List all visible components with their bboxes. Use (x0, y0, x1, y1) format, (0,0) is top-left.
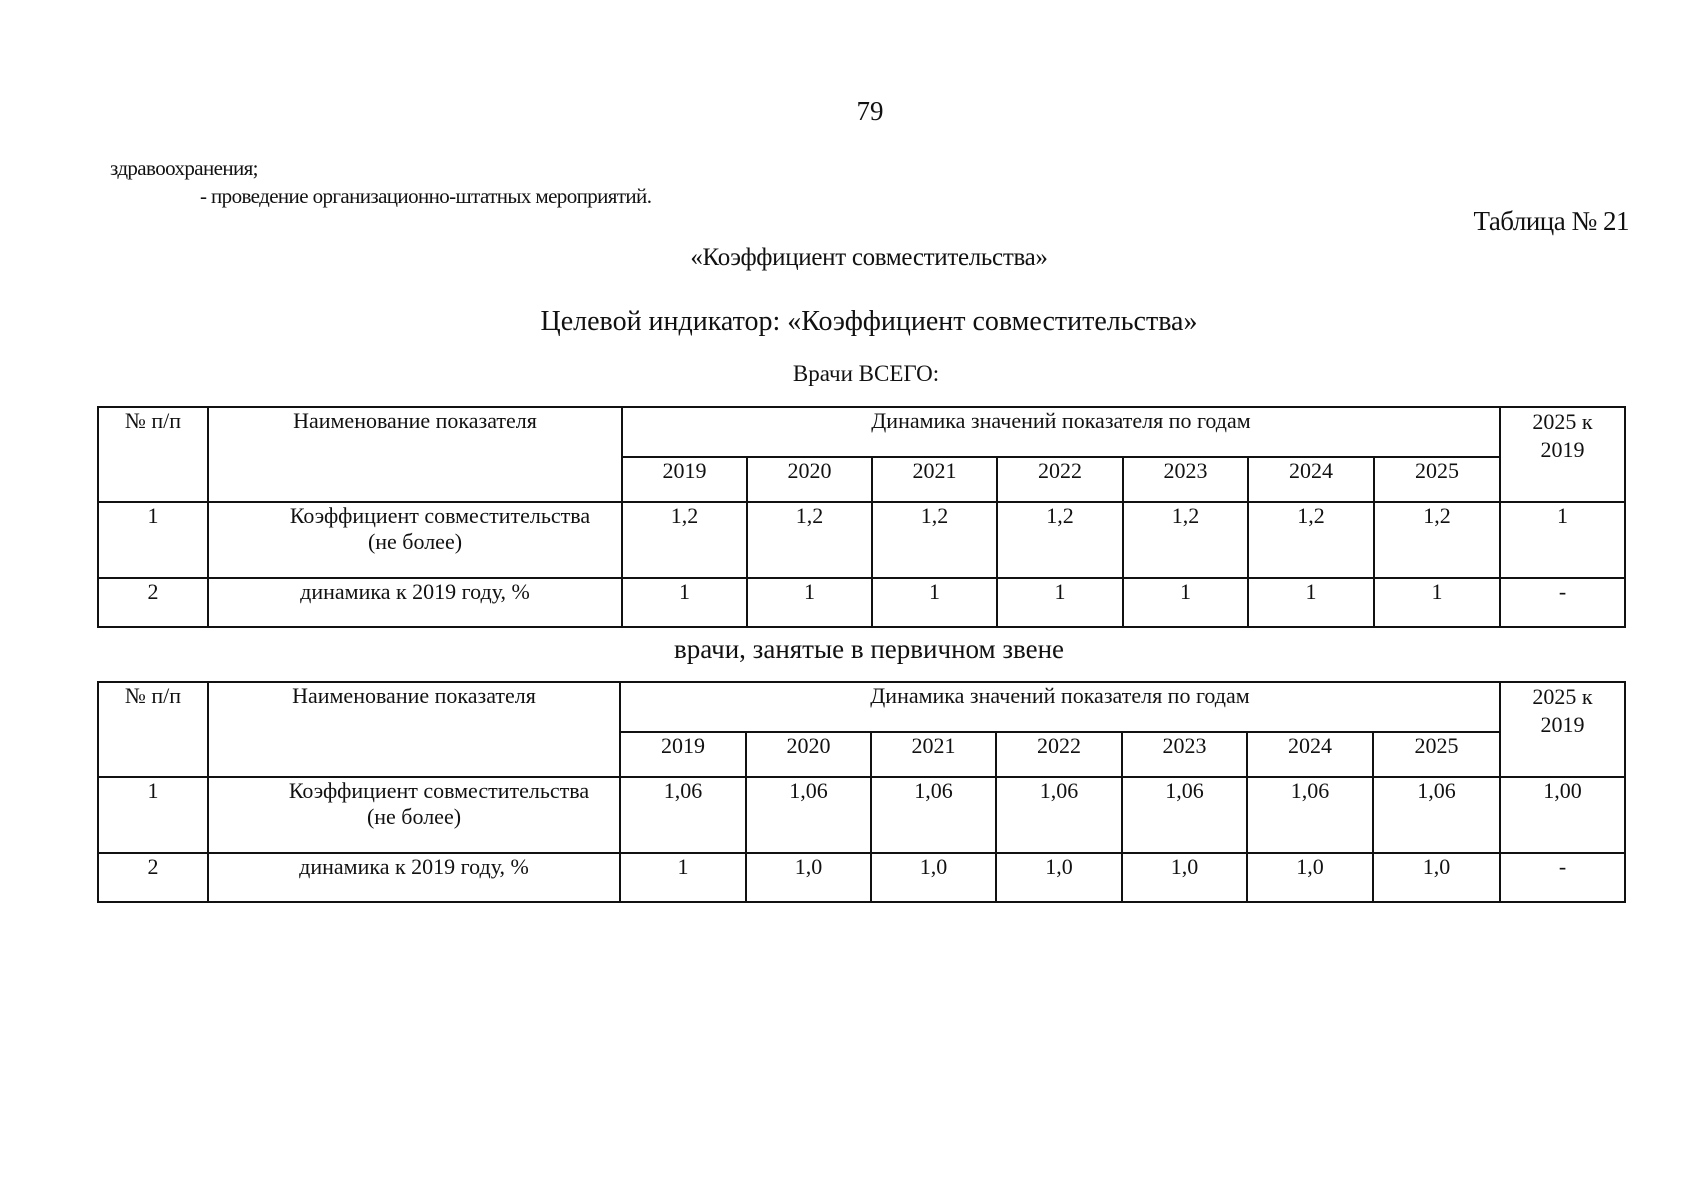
header-compare-line-1: 2025 к (1532, 409, 1593, 434)
indicator-name (208, 502, 622, 578)
value-cell: 1 (1248, 578, 1374, 627)
section-title-all-doctors: Врачи ВСЕГО: (792, 361, 940, 386)
value-cell: 1 (872, 578, 997, 627)
coefficient-table-primary-care (97, 681, 1626, 903)
header-2025-vs-2019 (1500, 682, 1625, 777)
value-cell: 1,0 (1373, 853, 1500, 902)
table-row (98, 578, 1625, 627)
value-cell: 1,0 (1247, 853, 1373, 902)
value-cell: 1 (997, 578, 1123, 627)
indicator-title: Целевой индикатор: «Коэффициент совместительства» (540, 306, 1198, 337)
header-year: 2021 (871, 732, 996, 777)
compare-cell: - (1500, 578, 1625, 627)
indicator-name-line-2: (не более) (366, 804, 462, 829)
row-number: 1 (98, 777, 208, 853)
compare-cell: - (1500, 853, 1625, 902)
header-year: 2025 (1373, 732, 1500, 777)
value-cell: 1,06 (1373, 777, 1500, 853)
section-title-primary-care-doctors: врачи, занятые в первичном звене (673, 634, 1065, 664)
row-number: 2 (98, 853, 208, 902)
header-year: 2023 (1122, 732, 1247, 777)
coefficient-table-all-doctors (97, 406, 1626, 628)
page-number: 79 (856, 96, 884, 126)
indicator-name (208, 777, 620, 853)
table-row (98, 777, 1625, 853)
header-compare-line-1: 2025 к (1532, 684, 1593, 709)
value-cell: 1 (620, 853, 746, 902)
header-dynamics: Динамика значений показателя по годам (620, 682, 1500, 732)
indicator-name: динамика к 2019 году, % (208, 578, 622, 627)
header-year: 2020 (747, 457, 872, 502)
value-cell: 1,06 (871, 777, 996, 853)
header-year: 2025 (1374, 457, 1500, 502)
value-cell: 1,2 (1123, 502, 1248, 578)
value-cell: 1,2 (747, 502, 872, 578)
header-year: 2020 (746, 732, 871, 777)
value-cell: 1,2 (622, 502, 747, 578)
value-cell: 1,0 (996, 853, 1122, 902)
table-number: Таблица № 21 (1473, 206, 1629, 236)
header-year: 2019 (620, 732, 746, 777)
value-cell: 1,0 (1122, 853, 1247, 902)
table-header-row (98, 682, 1625, 732)
table-row (98, 853, 1625, 902)
value-cell: 1 (1123, 578, 1248, 627)
value-cell: 1,06 (1247, 777, 1373, 853)
header-year: 2019 (622, 457, 747, 502)
indicator-name-line-1: Коэффициент совместительства (288, 778, 590, 803)
header-dynamics: Динамика значений показателя по годам (622, 407, 1500, 457)
row-number: 2 (98, 578, 208, 627)
indicator-name-line-2: (не более) (367, 529, 463, 554)
indicator-name-line-1: Коэффициент совместительства (289, 503, 591, 528)
header-2025-vs-2019 (1500, 407, 1625, 502)
value-cell: 1,06 (746, 777, 871, 853)
value-cell: 1,06 (1122, 777, 1247, 853)
header-year: 2022 (996, 732, 1122, 777)
value-cell: 1,2 (997, 502, 1123, 578)
value-cell: 1,06 (620, 777, 746, 853)
compare-cell: 1 (1500, 502, 1625, 578)
value-cell: 1,2 (872, 502, 997, 578)
header-year: 2024 (1247, 732, 1373, 777)
header-year: 2023 (1123, 457, 1248, 502)
header-compare-line-2: 2019 (1540, 712, 1585, 737)
header-indicator-name: Наименование показателя (208, 407, 622, 502)
indicator-name: динамика к 2019 году, % (208, 853, 620, 902)
header-indicator-name: Наименование показателя (208, 682, 620, 777)
header-num: № п/п (98, 682, 208, 777)
intro-text-line-2: - проведение организационно-штатных мероприятий. (200, 184, 652, 208)
header-num: № п/п (98, 407, 208, 502)
header-year: 2022 (997, 457, 1123, 502)
value-cell: 1,0 (871, 853, 996, 902)
value-cell: 1,2 (1374, 502, 1500, 578)
value-cell: 1,2 (1248, 502, 1374, 578)
header-year: 2021 (872, 457, 997, 502)
row-number: 1 (98, 502, 208, 578)
table-row (98, 502, 1625, 578)
value-cell: 1 (747, 578, 872, 627)
document-title: «Коэффициент совместительства» (690, 244, 1048, 271)
value-cell: 1,06 (996, 777, 1122, 853)
header-year: 2024 (1248, 457, 1374, 502)
header-compare-line-2: 2019 (1540, 437, 1585, 462)
compare-cell: 1,00 (1500, 777, 1625, 853)
value-cell: 1,0 (746, 853, 871, 902)
table-header-row (98, 407, 1625, 457)
value-cell: 1 (622, 578, 747, 627)
intro-text-line-1: здравоохранения; (110, 156, 258, 180)
value-cell: 1 (1374, 578, 1500, 627)
